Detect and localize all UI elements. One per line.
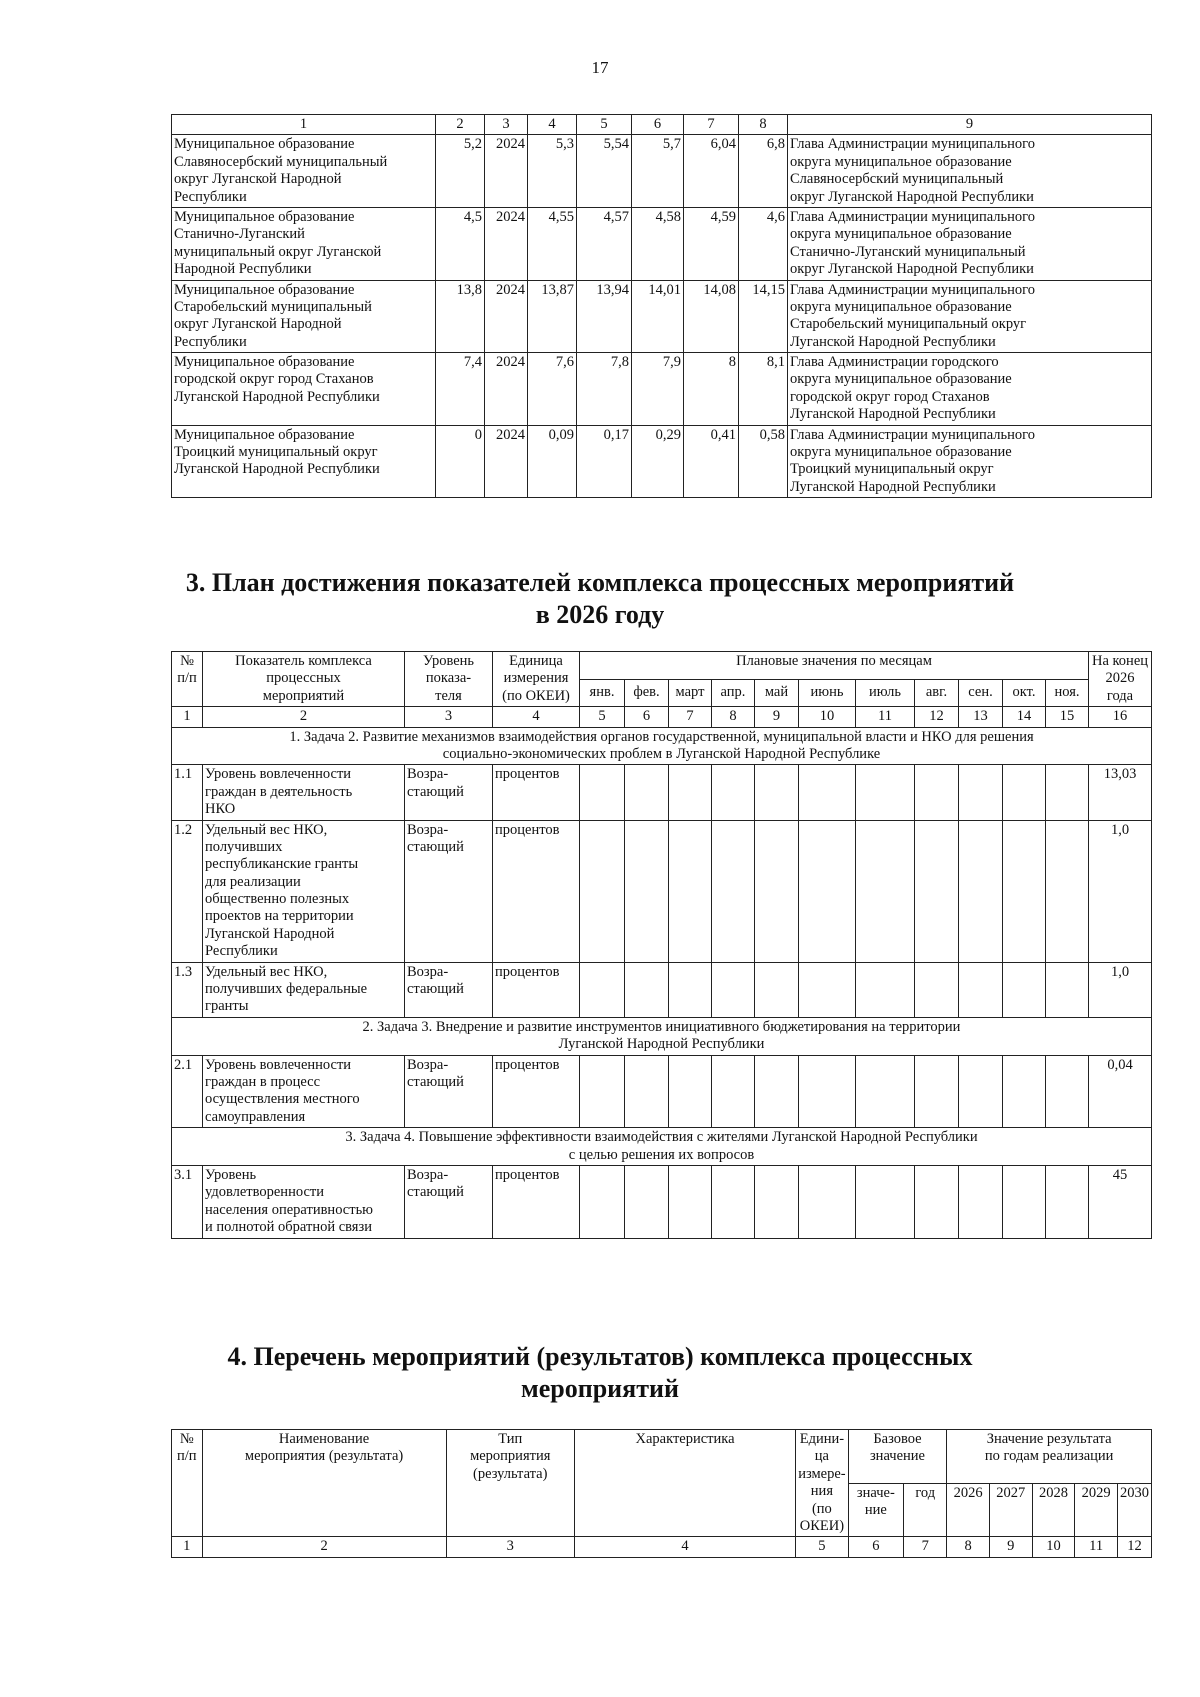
month-header: фев. [625,679,669,707]
task-title: 3. Задача 4. Повышение эффективности взаимодействия с жителями Луганской Народной Республики с целью решения их вопросов [172,1128,1152,1166]
header-measure-type: Тип мероприятия (результата) [446,1430,574,1537]
header-unit: Единица измерения (по ОКЕИ) [493,652,580,707]
column-number: 6 [632,115,684,135]
column-number: 7 [669,707,712,727]
row-number: 1.2 [172,820,203,962]
value-cell: 6,8 [739,135,788,208]
indicator-unit: процентов [493,820,580,962]
column-number: 12 [915,707,959,727]
responsible-cell: Глава Администрации муниципального округа муниципальное образование Старобельский муниципальный округ Луганской Народной Республики [788,280,1152,353]
measures-list-table [171,1429,1152,1558]
empty-cell [915,820,959,962]
empty-cell [1046,1165,1089,1238]
header-unit: Едини- ца измере- ния (по ОКЕИ) [796,1430,848,1537]
year-end-value: 1,0 [1089,962,1152,1017]
header-characteristic: Характеристика [574,1430,795,1537]
empty-cell [959,962,1003,1017]
column-number: 1 [172,1537,203,1557]
month-header: июль [856,679,915,707]
indicator-unit: процентов [493,765,580,820]
table-row [172,1055,1152,1128]
indicator-name: Уровень вовлеченности граждан в деятельность НКО [203,765,405,820]
year-end-value: 1,0 [1089,820,1152,962]
base-year: 2024 [485,353,528,426]
value-cell: 5,54 [577,135,632,208]
column-number: 13 [959,707,1003,727]
empty-cell [625,962,669,1017]
empty-cell [799,1165,856,1238]
section-3-heading: 3. План достижения показателей комплекса процессных мероприятий в 2026 году [185,568,1015,629]
column-numbers-row [172,1537,1152,1557]
empty-cell [856,820,915,962]
responsible-cell: Глава Администрации городского округа муниципальное образование городской округ город Стаханов Луганской Народной Республики [788,353,1152,426]
responsible-cell: Глава Администрации муниципального округа муниципальное образование Троицкий муниципальный округ Луганской Народной Республики [788,425,1152,498]
column-number: 8 [947,1537,990,1557]
column-number: 1 [172,707,203,727]
value-cell: 14,01 [632,280,684,353]
value-cell: 0,41 [684,425,739,498]
value-cell: 13,87 [528,280,577,353]
empty-cell [580,820,625,962]
column-number: 8 [739,115,788,135]
empty-cell [959,820,1003,962]
empty-cell [959,1055,1003,1128]
indicator-name: Удельный вес НКО, получивших федеральные гранты [203,962,405,1017]
value-cell: 5,7 [632,135,684,208]
base-value: 7,4 [436,353,485,426]
year-header: 2026 [947,1483,990,1537]
value-cell: 0,17 [577,425,632,498]
empty-cell [915,1165,959,1238]
header-result-by-year: Значение результата по годам реализации [947,1430,1152,1484]
empty-cell [755,1165,799,1238]
base-value: 5,2 [436,135,485,208]
empty-cell [915,1055,959,1128]
year-header: 2027 [989,1483,1032,1537]
indicator-name: Уровень вовлеченности граждан в процесс осуществления местного самоуправления [203,1055,405,1128]
column-number: 2 [203,707,405,727]
empty-cell [580,1165,625,1238]
column-number: 3 [405,707,493,727]
value-cell: 14,08 [684,280,739,353]
column-number: 6 [625,707,669,727]
table-header-row [172,115,1152,135]
responsible-cell: Глава Администрации муниципального округа муниципальное образование Станично-Луганский муниципальный округ Луганской Народной Республики [788,207,1152,280]
year-header: 2030 [1118,1483,1152,1537]
empty-cell [755,1055,799,1128]
indicator-level: Возра- стающий [405,962,493,1017]
responsible-cell: Глава Администрации муниципального округа муниципальное образование Славяносербский муниципальный округ Луганской Народной Республики [788,135,1152,208]
empty-cell [625,765,669,820]
base-value: 0 [436,425,485,498]
empty-cell [799,1055,856,1128]
value-cell: 7,6 [528,353,577,426]
column-number: 15 [1046,707,1089,727]
indicator-unit: процентов [493,1165,580,1238]
table-row [172,765,1152,820]
value-cell: 8 [684,353,739,426]
month-header: авг. [915,679,959,707]
empty-cell [625,1165,669,1238]
column-number: 1 [172,115,436,135]
indicator-level: Возра- стающий [405,1165,493,1238]
header-base-value: Базовое значение [848,1430,947,1484]
empty-cell [755,765,799,820]
column-number: 14 [1003,707,1046,727]
column-number: 5 [580,707,625,727]
empty-cell [915,962,959,1017]
column-number: 11 [856,707,915,727]
empty-cell [755,820,799,962]
task-row [172,1017,1152,1055]
empty-cell [580,765,625,820]
empty-cell [712,1055,755,1128]
municipality-name: Муниципальное образование Станично-Луганский муниципальный округ Луганской Народной Республики [172,207,436,280]
municipality-name: Муниципальное образование Старобельский муниципальный округ Луганской Народной Республики [172,280,436,353]
empty-cell [799,820,856,962]
month-header: окт. [1003,679,1046,707]
municipal-indicators-table [171,114,1152,498]
empty-cell [1046,765,1089,820]
column-number: 10 [1032,1537,1075,1557]
column-number: 12 [1118,1537,1152,1557]
header-base-year: год [904,1483,947,1537]
indicator-unit: процентов [493,1055,580,1128]
column-number: 10 [799,707,856,727]
empty-cell [856,765,915,820]
base-year: 2024 [485,280,528,353]
value-cell: 7,8 [577,353,632,426]
table-row [172,135,1152,208]
empty-cell [580,962,625,1017]
header-number: № п/п [172,1430,203,1537]
year-header: 2028 [1032,1483,1075,1537]
empty-cell [712,765,755,820]
empty-cell [1046,962,1089,1017]
indicator-unit: процентов [493,962,580,1017]
table-row [172,207,1152,280]
year-end-value: 0,04 [1089,1055,1152,1128]
year-header: 2029 [1075,1483,1118,1537]
table-header-row [172,652,1152,680]
row-number: 2.1 [172,1055,203,1128]
column-numbers-row [172,707,1152,727]
empty-cell [856,1165,915,1238]
empty-cell [915,765,959,820]
page-number: 17 [591,58,609,77]
task-row [172,1128,1152,1166]
column-number: 9 [755,707,799,727]
empty-cell [712,962,755,1017]
task-title: 2. Задача 3. Внедрение и развитие инструментов инициативного бюджетирования на территории Луганской Народной Республики [172,1017,1152,1055]
month-header: июнь [799,679,856,707]
column-number: 5 [577,115,632,135]
empty-cell [669,765,712,820]
value-cell: 6,04 [684,135,739,208]
column-number: 4 [493,707,580,727]
indicator-name: Уровень удовлетворенности населения оперативностью и полнотой обратной связи [203,1165,405,1238]
empty-cell [1046,1055,1089,1128]
column-number: 9 [989,1537,1032,1557]
month-header: апр. [712,679,755,707]
indicator-level: Возра- стающий [405,820,493,962]
table-row [172,425,1152,498]
empty-cell [712,1165,755,1238]
year-end-value: 45 [1089,1165,1152,1238]
month-header: ноя. [1046,679,1089,707]
table-header-row [172,1430,1152,1484]
row-number: 1.3 [172,962,203,1017]
column-number: 2 [202,1537,446,1557]
empty-cell [1046,820,1089,962]
month-header: янв. [580,679,625,707]
plan-2026-table [171,651,1152,1239]
column-number: 4 [528,115,577,135]
empty-cell [1003,1165,1046,1238]
value-cell: 4,57 [577,207,632,280]
municipality-name: Муниципальное образование Славяносербский муниципальный округ Луганской Народной Республики [172,135,436,208]
value-cell: 0,09 [528,425,577,498]
column-number: 7 [904,1537,947,1557]
empty-cell [669,1165,712,1238]
column-number: 3 [485,115,528,135]
empty-cell [712,820,755,962]
month-header: май [755,679,799,707]
empty-cell [1003,962,1046,1017]
base-value: 13,8 [436,280,485,353]
empty-cell [1003,820,1046,962]
empty-cell [669,820,712,962]
value-cell: 0,29 [632,425,684,498]
header-year-end: На конец 2026 года [1089,652,1152,707]
header-base-value-value: значе- ние [848,1483,903,1537]
task-row [172,727,1152,765]
empty-cell [625,1055,669,1128]
column-number: 5 [796,1537,848,1557]
empty-cell [580,1055,625,1128]
column-number: 3 [446,1537,574,1557]
empty-cell [669,962,712,1017]
empty-cell [625,820,669,962]
empty-cell [959,1165,1003,1238]
header-indicator: Показатель комплекса процессных мероприятий [203,652,405,707]
header-number: № п/п [172,652,203,707]
column-number: 9 [788,115,1152,135]
value-cell: 0,58 [739,425,788,498]
header-monthly-plan: Плановые значения по месяцам [580,652,1089,680]
table-row [172,820,1152,962]
table-row [172,353,1152,426]
indicator-name: Удельный вес НКО, получивших республиканские гранты для реализации общественно полезных проектов на территории Луганской Народной Республики [203,820,405,962]
header-level: Уровень показа- теля [405,652,493,707]
base-year: 2024 [485,135,528,208]
value-cell: 4,6 [739,207,788,280]
month-header: март [669,679,712,707]
table-row [172,1165,1152,1238]
column-number: 6 [848,1537,903,1557]
value-cell: 8,1 [739,353,788,426]
municipality-name: Муниципальное образование городской округ город Стаханов Луганской Народной Республики [172,353,436,426]
empty-cell [856,1055,915,1128]
table-row [172,962,1152,1017]
empty-cell [755,962,799,1017]
column-number: 4 [574,1537,795,1557]
value-cell: 4,55 [528,207,577,280]
month-header: сен. [959,679,1003,707]
empty-cell [1003,765,1046,820]
column-number: 16 [1089,707,1152,727]
year-end-value: 13,03 [1089,765,1152,820]
municipality-name: Муниципальное образование Троицкий муниципальный округ Луганской Народной Республики [172,425,436,498]
value-cell: 5,3 [528,135,577,208]
value-cell: 7,9 [632,353,684,426]
empty-cell [669,1055,712,1128]
base-year: 2024 [485,207,528,280]
section-4-heading: 4. Перечень мероприятий (результатов) комплекса процессных мероприятий [227,1342,973,1403]
empty-cell [799,765,856,820]
empty-cell [959,765,1003,820]
indicator-level: Возра- стающий [405,1055,493,1128]
base-year: 2024 [485,425,528,498]
empty-cell [799,962,856,1017]
value-cell: 4,59 [684,207,739,280]
column-number: 8 [712,707,755,727]
task-title: 1. Задача 2. Развитие механизмов взаимодействия органов государственной, муниципальной власти и НКО для решения социально-экономических проблем в Луганской Народной Республике [172,727,1152,765]
column-number: 7 [684,115,739,135]
table-row [172,280,1152,353]
header-measure-name: Наименование мероприятия (результата) [202,1430,446,1537]
row-number: 3.1 [172,1165,203,1238]
column-number: 2 [436,115,485,135]
empty-cell [856,962,915,1017]
indicator-level: Возра- стающий [405,765,493,820]
value-cell: 14,15 [739,280,788,353]
empty-cell [1003,1055,1046,1128]
base-value: 4,5 [436,207,485,280]
value-cell: 4,58 [632,207,684,280]
value-cell: 13,94 [577,280,632,353]
row-number: 1.1 [172,765,203,820]
column-number: 11 [1075,1537,1118,1557]
